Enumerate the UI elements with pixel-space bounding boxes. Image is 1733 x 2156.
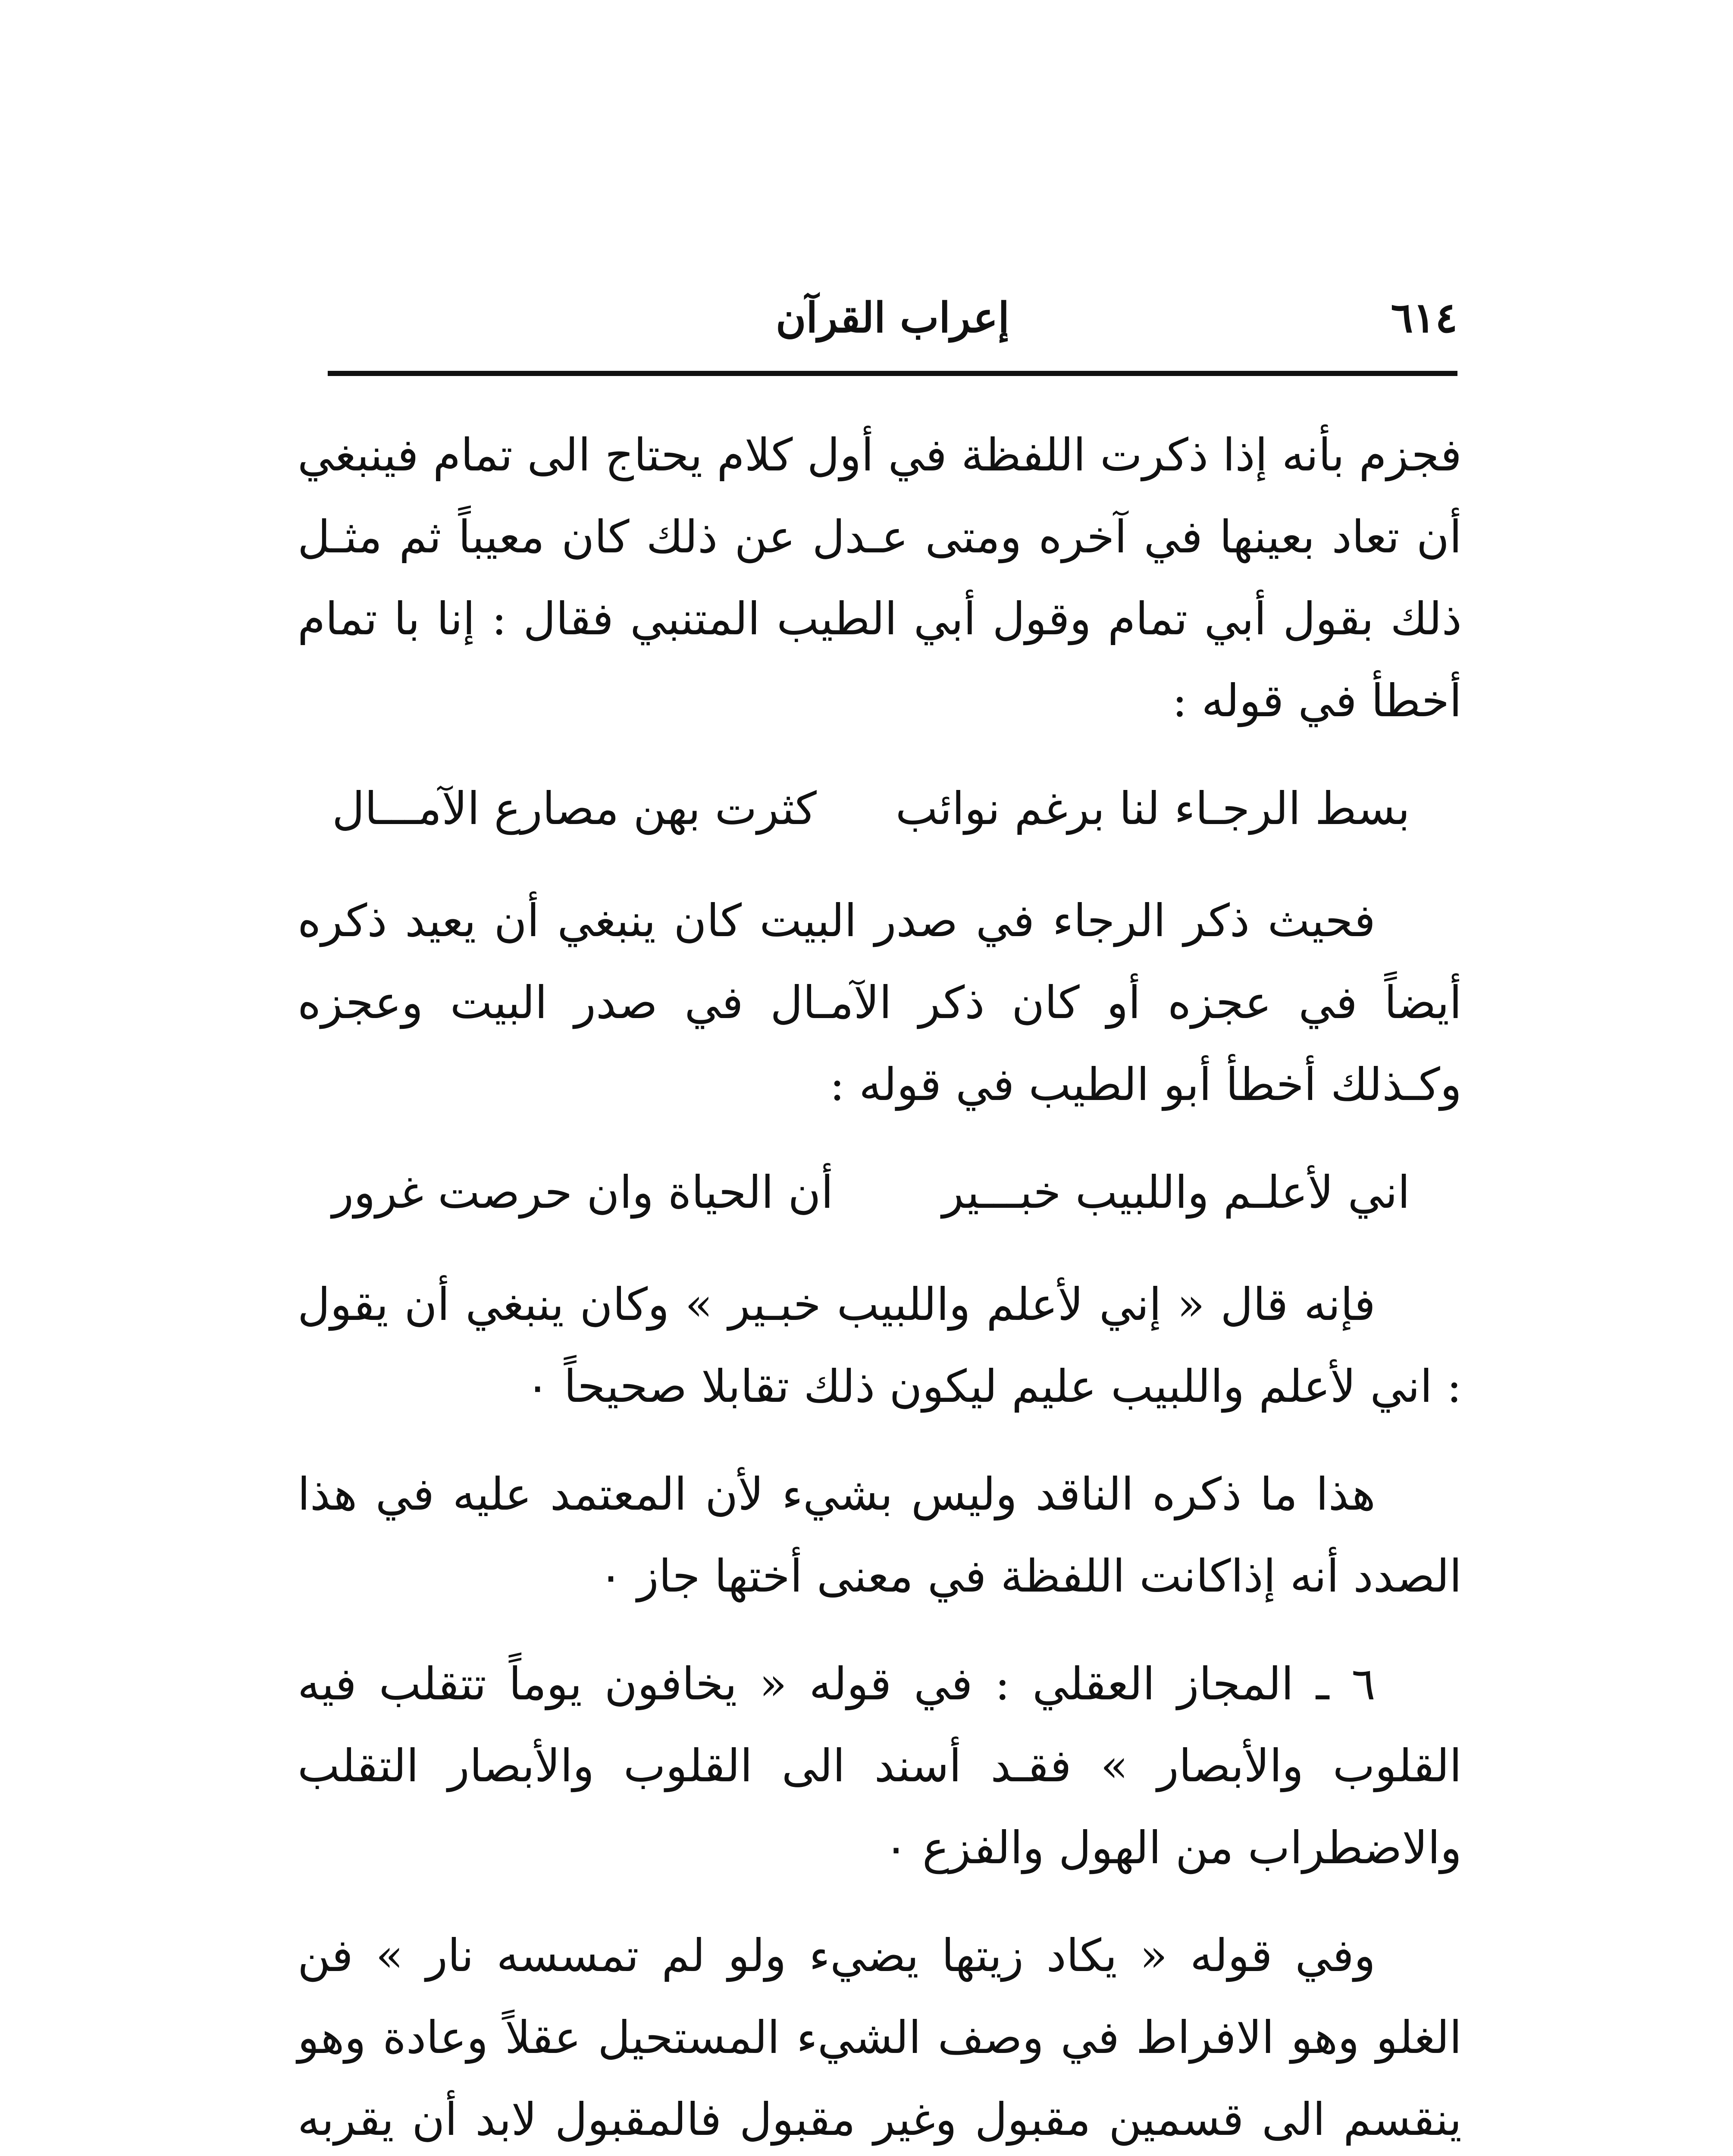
paragraph-response: هذا ما ذكره الناقد وليس بشيء لأن المعتمد عليه في هذا الصدد أنه إذاكانت اللفظة في معنى أختها جاز ٠: [298, 1468, 1462, 1602]
verse-abu-al-tayyib: [298, 1151, 1462, 1233]
verse-second-hemistich: كثرت بهن مصارع الآمـــال: [332, 782, 817, 835]
verse-second-hemistich: أن الحياة وان حرصت غرور: [332, 1166, 834, 1219]
page-number: ٦١٤: [1391, 293, 1457, 342]
header-rule: [328, 371, 1457, 376]
paragraph-critique: فحيث ذكر الرجاء في صدر البيت كان ينبغي أن يعيد ذكره أيضاً في عجزه أو كان ذكر الآمـال في صدر البيت وعجزه وكـذلك أخطأ أبو الطيب في قوله :: [298, 894, 1462, 1111]
page-header: [328, 276, 1457, 362]
page-body: [298, 414, 1462, 2156]
paragraph-hyperbole: وفي قوله « يكاد زيتها يضيء ولو لم تمسسه نار » فن الغلو وهو الافراط في وصف الشيء المستحيل عقلاً وعادة وهو ينقسم الى قسمين مقبول وغير مقبول فالمقبول لابد أن يقربه: [298, 1929, 1462, 2146]
running-title: إعراب القرآن: [775, 293, 1009, 342]
verse-first-hemistich: بسط الرجـاء لنا برغم نوائب: [895, 782, 1410, 835]
paragraph-rational-metaphor: ٦ ـ المجاز العقلي : في قوله « يخافون يوماً تتقلب فيه القلوب والأبصار » فقـد أسند الى القلوب والأبصار التقلب والاضطراب من الهول والفزع ٠: [298, 1658, 1462, 1874]
verse-first-hemistich: اني لأعلـم واللبيب خبـــير: [942, 1166, 1410, 1219]
verse-abu-tammam: [298, 768, 1462, 849]
paragraph-correction: فإنه قال « إني لأعلم واللبيب خبـير » وكان ينبغي أن يقول : اني لأعلم واللبيب عليم ليكون ذلك تقابلا صحيحاً ٠: [298, 1278, 1462, 1413]
paragraph-intro: فجزم بأنه إذا ذكرت اللفظة في أول كلام يحتاج الى تمام فينبغي أن تعاد بعينها في آخره ومتى عـدل عن ذلك كان معيباً ثم مثـل ذلك بقول أبي تمام وقول أبي الطيب المتنبي فقال : إنا با تمام أخطأ في قوله :: [298, 429, 1462, 727]
